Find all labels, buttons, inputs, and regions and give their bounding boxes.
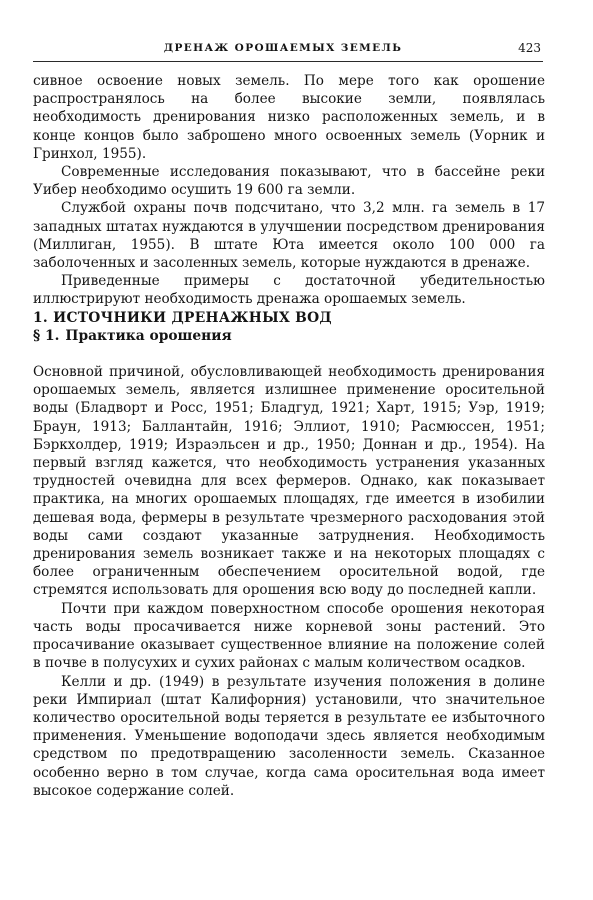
body-text <box>33 72 545 800</box>
running-title: ДРЕНАЖ ОРОШАЕМЫХ ЗЕМЕЛЬ <box>163 42 403 54</box>
paragraph-examples: Приведенные примеры с достаточной убедительностью иллюстрируют необходимость дренажа орошаемых земель. <box>33 273 545 308</box>
subsection-title: Практика орошения <box>65 327 232 344</box>
subsection-heading <box>33 327 545 345</box>
page-number: 423 <box>518 41 541 55</box>
paragraph-seepage: Почти при каждом поверхностном способе орошения некоторая часть воды просачивается ниже корневой зоны растений. Это просачивание оказывает существенное влияние на положение солей в почве в полусухих и сухих районах с малым количеством осадков. <box>33 600 545 672</box>
paragraph-kelly: Келли и др. (1949) в результате изучения положения в долине реки Импириал (штат Калифорния) установили, что значительное количество оросительной воды теряется в результате ее избыточного применения. Уменьшение водоподачи здесь является необходимым средством по предотвращению засоленности земель. Сказанное особенно верно в том случае, когда сама оросительная вода имеет высокое содержание солей. <box>33 673 545 799</box>
paragraph-continuation: сивное освоение новых земель. По мере того как орошение распространялось на более высокие земли, появлялась необходимость дренирования низко расположенных земель, и в конце концов было заброшено много освоенных земель (Уорник и Гринхол, 1955). <box>33 73 545 162</box>
section-heading: 1. ИСТОЧНИКИ ДРЕНАЖНЫХ ВОД <box>33 309 332 326</box>
paragraph-soil-service: Службой охраны почв подсчитано, что 3,2 млн. га земель в 17 западных штатах нуждаются в улучшении посредством дренирования (Миллиган, 1955). В штате Юта имеется около 100 000 га заболоченных и засоленных земель, которые нуждаются в дренаже. <box>33 200 545 272</box>
running-header <box>33 39 543 62</box>
paragraph-uiber-basin: Современные исследования показывают, что в бассейне реки Уибер необходимо осушить 19 600 га земли. <box>33 164 545 199</box>
subsection-number: § 1. <box>33 327 60 344</box>
paragraph-main-cause: Основной причиной, обусловливающей необходимость дренирования орошаемых земель, является излишнее применение оросительной воды (Бладворт и Росс, 1951; Бладгуд, 1921; Харт, 1915; Уэр, 1919; Браун, 1913; Баллантайн, 1916; Эллиот, 1910; Расмюссен, 1951; Бэркхолдер, 1919; Израэльсен и др., 1950; Доннан и др., 1954). На первый взгляд кажется, что необходимость устранения указанных трудностей очевидна для всех фермеров. Однако, как показывает практика, на многих орошаемых площадях, где имеется в изобилии дешевая вода, фермеры в результате чрезмерного расходования этой воды сами создают указанные затруднения. Необходимость дренирования земель возникает также и на некоторых площадях с более ограниченным обеспечением оросительной водой, где стремятся использовать для орошения всю воду до последней капли. <box>33 364 545 599</box>
